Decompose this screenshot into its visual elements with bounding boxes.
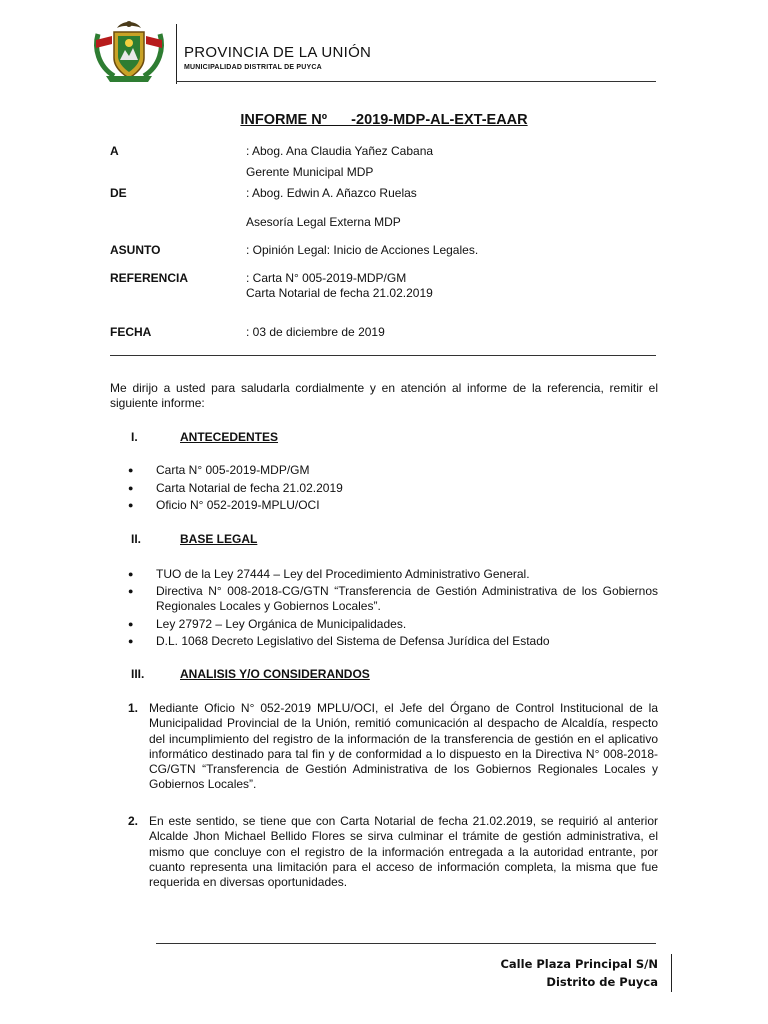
footer-address: Calle Plaza Principal S/N [500,957,658,971]
bullet-icon: ● [128,586,134,596]
municipality-name: MUNICIPALIDAD DISTRITAL DE PUYCA [184,64,322,71]
report-title: INFORME Nº -2019-MDP-AL-EXT-EAAR [240,112,528,128]
list-item: Carta N° 005-2019-MDP/GM [156,463,310,477]
footer-district: Distrito de Puyca [546,975,658,989]
field-a-value: : Abog. Ana Claudia Yañez Cabana [246,144,434,158]
municipal-crest-logo [92,18,166,84]
field-de-position: Asesoría Legal Externa MDP [246,215,401,229]
list-item: D.L. 1068 Decreto Legislativo del Sistema de Defensa Jurídica del Estado [156,634,550,648]
section-3-title: ANALISIS Y/O CONSIDERANDOS [180,667,370,681]
section-2-title: BASE LEGAL [180,532,258,546]
paragraph-number: 2. [128,814,139,828]
intro-paragraph: Me dirijo a usted para saludarla cordialmente y en atención al informe de la referencia, remitir el siguiente informe: [110,381,658,410]
field-de-label: DE [110,186,127,200]
field-fecha-value: : 03 de diciembre de 2019 [246,325,385,339]
footer-horizontal-rule [156,943,656,944]
bullet-icon: ● [128,483,134,493]
bullet-icon: ● [128,500,134,510]
footer-vertical-rule [671,954,672,992]
field-a-label: A [110,144,119,158]
analysis-paragraph: En este sentido, se tiene que con Carta Notarial de fecha 21.02.2019, se requirió al anterior Alcalde Jhon Michael Bellido Flores se sirva culminar el trámite de gestión administrativa, el mismo que concluye con el registro de la información entregada a la autoridad entrante, por cuanto representa una limitación para el acceso de información completa, la misma que fue requerida en diversas oportunidades. [149,814,658,890]
field-referencia-label: REFERENCIA [110,271,189,285]
bullet-icon: ● [128,569,134,579]
header-vertical-rule [176,24,177,84]
list-item: TUO de la Ley 27444 – Ley del Procedimiento Administrativo General. [156,567,530,581]
bullet-icon: ● [128,619,134,629]
section-1-title: ANTECEDENTES [180,430,279,444]
field-referencia-value2: Carta Notarial de fecha 21.02.2019 [246,286,433,300]
field-de-value: : Abog. Edwin A. Añazco Ruelas [246,186,417,200]
analysis-paragraph: Mediante Oficio N° 052-2019 MPLU/OCI, el Jefe del Órgano de Control Institucional de la Municipalidad Provincial de la Unión, remitió comunicación al despacho de Alcaldía, respecto del incumplimiento del registro de la información de la transferencia de gestión en el aplicativo informático destinado para tal fin y de conformidad a lo dispuesto en la Directiva N° 008-2018-CG/GTN “Transferencia de Gestión Administrativa de los Gobiernos Regionales Locales y Gobiernos Locales”. [149,701,658,792]
bullet-icon: ● [128,636,134,646]
bullet-icon: ● [128,465,134,475]
field-referencia-value: : Carta N° 005-2019-MDP/GM [246,271,407,285]
field-a-position: Gerente Municipal MDP [246,165,374,179]
list-item: Oficio N° 052-2019-MPLU/OCI [156,498,320,512]
list-item: Directiva N° 008-2018-CG/GTN “Transferencia de Gestión Administrativa de los Gobiernos Regionales Locales y Gobiernos Locales”. [156,584,658,613]
field-asunto-value: : Opinión Legal: Inicio de Acciones Legales. [246,243,479,257]
header-horizontal-rule [176,81,656,82]
section-3-number: III. [131,667,145,681]
separator-line [110,355,656,356]
field-asunto-label: ASUNTO [110,243,161,257]
province-name: PROVINCIA DE LA UNIÓN [184,44,372,61]
field-fecha-label: FECHA [110,325,152,339]
paragraph-number: 1. [128,701,139,715]
list-item: Carta Notarial de fecha 21.02.2019 [156,481,343,495]
section-2-number: II. [131,532,142,546]
list-item: Ley 27972 – Ley Orgánica de Municipalidades. [156,617,407,631]
section-1-number: I. [131,430,138,444]
